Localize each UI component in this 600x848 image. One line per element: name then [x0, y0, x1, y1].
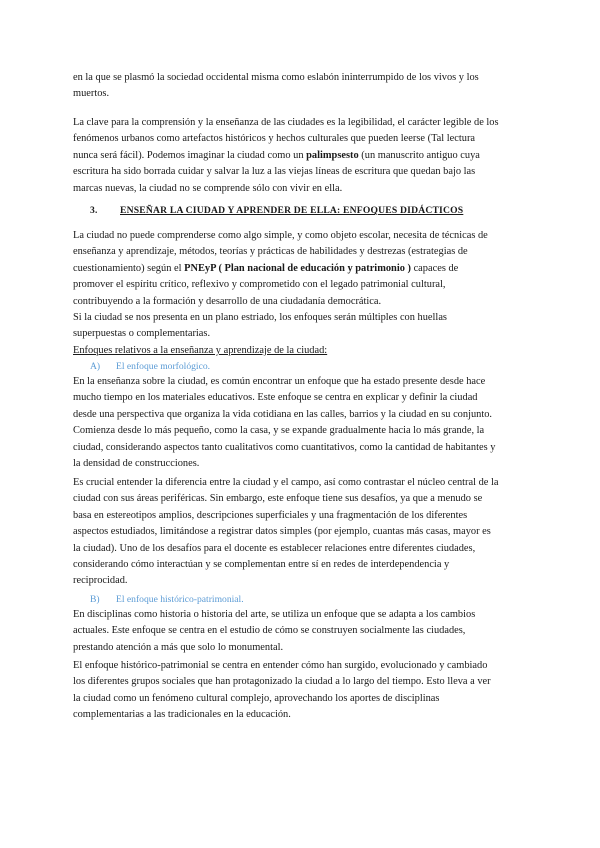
text-line: los diferentes grupos sociales que han protagonizado la ciudad a lo largo del tiempo. Esto lleva a ver: [73, 676, 491, 688]
text-line: Comienza desde lo más pequeño, como la casa, y se expande gradualmente hacia lo más grande, la: [73, 425, 485, 437]
text-line: muertos.: [73, 88, 110, 100]
text-line: basa en estereotipos amplios, descripciones superficiales y una fragmentación de los diferentes: [73, 509, 468, 521]
text-line: Si la ciudad se nos presenta en un plano estriado, los enfoques serán múltiples con huellas: [73, 312, 447, 324]
text-line: superpuestas o complementarias.: [73, 328, 211, 340]
text-line: contribuyendo a la formación y desarrollo de una ciudadanía democrática.: [73, 295, 382, 307]
text-line: En la enseñanza sobre la ciudad, es común encontrar un enfoque que ha estado presente desde hace: [73, 376, 486, 387]
text-line: El enfoque histórico-patrimonial se centra en entender cómo han surgido, evolucionado y cambiado: [73, 660, 488, 671]
text-line: La clave para la comprensión y la enseñanza de las ciudades es la legibilidad, el carácter legible de los: [73, 117, 499, 128]
text-line: fenómenos urbanos como artefactos históricos y hechos culturales que pueden leerse (Tal lectura: [73, 133, 476, 145]
complex-paragraph: [73, 228, 528, 359]
text-line: prestando atención a más que solo lo monumental.: [73, 641, 284, 653]
text-line: marcas nuevas, la ciudad no se comprende sólo con vivir en ella.: [73, 182, 343, 194]
subsection-b-heading: [90, 592, 545, 608]
text-line: promover el espíritu crítico, reflexivo y comprometido con el legado patrimonial cultural,: [73, 279, 446, 291]
text-span: capaces de: [410, 262, 459, 274]
historical-paragraph-1: [73, 607, 528, 656]
section-number: 3.: [90, 205, 98, 216]
text-line: enseñanza y aprendizaje, métodos, teorías y prácticas de habilidades y destrezas (estrategias de: [73, 246, 468, 258]
text-line: la ciudad como un fenómeno cultural complejo, aprovechando los aportes de disciplinas: [73, 692, 440, 704]
text-line: reciprocidad.: [73, 575, 128, 587]
subsection-a-heading: [90, 359, 545, 375]
text-line: ciudad con sus áreas periféricas. Sin embargo, este enfoque tiene sus desafíos, ya que a menudo se: [73, 493, 483, 505]
intro-paragraph: [73, 70, 528, 103]
text-line: aspectos estudiados, limitándose a registrar datos simples (por ejemplo, cuantas más casas, mayor es: [73, 526, 491, 538]
text-line: Es crucial entender la diferencia entre la ciudad y el campo, así como contrastar el núcleo central de la: [73, 477, 499, 488]
text-line: desde una perspectiva que organiza la vida cotidiana en las calles, barrios y la ciudad en su conjunto.: [73, 408, 493, 420]
text-line: ciudad, considerando aspectos tanto cualitativos como cuantitativos, como la cantidad de habitantes y: [73, 441, 496, 453]
text-line: la densidad de construcciones.: [73, 458, 200, 470]
subsection-title: El enfoque morfológico.: [116, 361, 211, 372]
text-line: en la que se plasmó la sociedad occidental misma como eslabón ininterrumpido de los vivos y los: [73, 72, 479, 83]
pneyp-term: PNEyP ( Plan nacional de educación y patrimonio ): [184, 262, 411, 274]
text-span: cuestionamiento) según el: [73, 262, 185, 274]
text-span: (un manuscrito antiguo cuya: [358, 149, 480, 161]
text-line: La ciudad no puede comprenderse como algo simple, y como objeto escolar, necesita de técnicas de: [73, 230, 488, 241]
historical-paragraph-2: [73, 658, 528, 724]
subsection-label: B): [90, 594, 100, 605]
text-line: considerando cómo interactúan y se complementan entre sí en redes de interdependencia y: [73, 559, 450, 571]
section-title: ENSEÑAR LA CIUDAD Y APRENDER DE ELLA: ENFOQUES DIDÁCTICOS: [120, 205, 464, 216]
text-line: [73, 261, 528, 277]
text-line: mucho tiempo en los materiales educativos. Este enfoque se centra en explicar y definir la ciudad: [73, 392, 478, 404]
approaches-intro-line: Enfoques relativos a la enseñanza y aprendizaje de la ciudad:: [73, 344, 328, 356]
text-line: escritura ha sido borrada cuidar y salvar la luz a las viejas líneas de escritura que quedan bajo las: [73, 166, 476, 178]
legibility-paragraph: [73, 115, 528, 197]
morphological-paragraph-1: [73, 374, 528, 472]
text-line: complementarias a las tradicionales en la educación.: [73, 709, 291, 721]
morphological-paragraph-2: [73, 475, 528, 590]
palimpsest-term: palimpsesto: [306, 149, 359, 161]
section-3-heading: [90, 203, 545, 219]
text-line: [73, 148, 528, 164]
text-line: la ciudad). Uno de los desafíos para el docente es establecer relaciones entre diferentes ciudades,: [73, 542, 476, 554]
text-line: actuales. Este enfoque se centra en el estudio de cómo se construyen socialmente las ciudades,: [73, 625, 466, 637]
text-span: nunca será fácil). Podemos imaginar la ciudad como un: [73, 149, 307, 161]
subsection-title: El enfoque histórico-patrimonial.: [116, 594, 244, 605]
text-line: En disciplinas como historia o historia del arte, se utiliza un enfoque que se adapta a los cambios: [73, 609, 476, 620]
subsection-label: A): [90, 361, 101, 372]
